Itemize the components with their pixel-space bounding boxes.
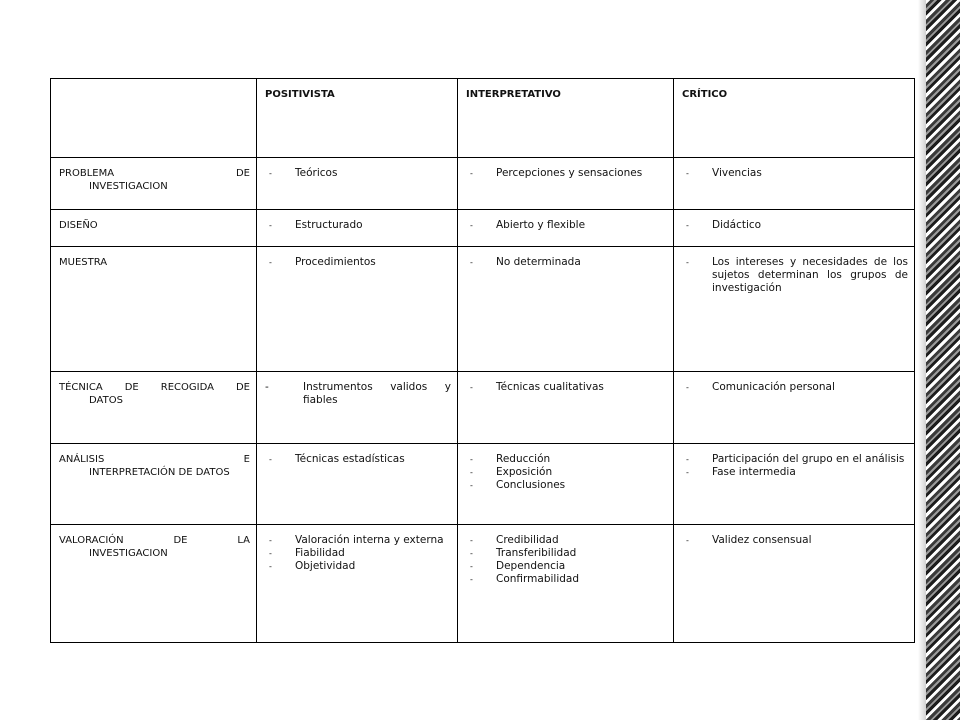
list-item: - Confirmabilidad — [466, 573, 667, 586]
row-header-line1: DISEÑO — [59, 220, 98, 231]
cell-interpretativo — [458, 210, 674, 247]
row-header — [51, 444, 257, 525]
edge-shadow — [918, 0, 926, 720]
row-header-line1: MUESTRA — [59, 257, 108, 268]
table-row — [51, 210, 915, 247]
cell-interpretativo — [458, 247, 674, 372]
row-header-line1: VALORACIÓN DE LA — [59, 535, 250, 546]
table-row — [51, 444, 915, 525]
cell-positivista — [257, 372, 458, 444]
row-header-line1: ANÁLISIS E — [59, 454, 250, 465]
table-row — [51, 525, 915, 643]
cell-interpretativo — [458, 444, 674, 525]
list-item: - Credibilidad — [466, 534, 667, 547]
row-header-line1: PROBLEMA DE — [59, 168, 250, 179]
list-item: - Objetividad — [265, 560, 451, 573]
list-item: - Instrumentos validos y fiables — [265, 381, 451, 407]
list-item: - No determinada — [466, 256, 667, 269]
row-header-line2: DATOS — [89, 395, 123, 406]
list-item: - Exposición — [466, 466, 667, 479]
list-item: - Reducción — [466, 453, 667, 466]
cell-critico — [674, 525, 915, 643]
cell-positivista — [257, 247, 458, 372]
cell-critico — [674, 372, 915, 444]
cell-positivista — [257, 525, 458, 643]
decorative-border — [926, 0, 960, 720]
table-row — [51, 247, 915, 372]
list-item: - Dependencia — [466, 560, 667, 573]
cell-interpretativo — [458, 525, 674, 643]
comparison-table — [50, 78, 915, 643]
row-header — [51, 158, 257, 210]
header-critico: CRÍTICO — [674, 79, 915, 158]
header-corner-cell — [51, 79, 257, 158]
cell-critico — [674, 444, 915, 525]
row-header — [51, 210, 257, 247]
header-positivista: POSITIVISTA — [257, 79, 458, 158]
list-item: - Percepciones y sensaciones — [466, 167, 667, 180]
row-header — [51, 372, 257, 444]
list-item: - Comunicación personal — [682, 381, 908, 394]
cell-positivista — [257, 210, 458, 247]
list-item: - Transferibilidad — [466, 547, 667, 560]
list-item: - Participación del grupo en el análisis — [682, 453, 908, 466]
cell-critico — [674, 247, 915, 372]
list-item: - Los intereses y necesidades de los sujetos determinan los grupos de investigación — [682, 256, 908, 295]
list-item: - Conclusiones — [466, 479, 667, 492]
row-header-line1: TÉCNICA DE RECOGIDA DE — [59, 382, 250, 393]
cell-critico — [674, 210, 915, 247]
list-item: - Validez consensual — [682, 534, 908, 547]
list-item: - Fiabilidad — [265, 547, 451, 560]
row-header-line2: INVESTIGACION — [89, 181, 168, 192]
list-item: - Abierto y flexible — [466, 219, 667, 232]
header-interpretativo: INTERPRETATIVO — [458, 79, 674, 158]
cell-interpretativo — [458, 372, 674, 444]
list-item: - Vivencias — [682, 167, 908, 180]
list-item: - Técnicas cualitativas — [466, 381, 667, 394]
header-row — [51, 79, 915, 158]
row-header-line2: INTERPRETACIÓN DE DATOS — [89, 467, 230, 478]
list-item: - Fase intermedia — [682, 466, 908, 479]
table-row — [51, 372, 915, 444]
list-item: - Teóricos — [265, 167, 451, 180]
list-item: - Estructurado — [265, 219, 451, 232]
list-item: - Procedimientos — [265, 256, 451, 269]
cell-positivista — [257, 444, 458, 525]
cell-critico — [674, 158, 915, 210]
cell-interpretativo — [458, 158, 674, 210]
list-item: - Técnicas estadísticas — [265, 453, 451, 466]
row-header-line2: INVESTIGACION — [89, 548, 168, 559]
list-item: - Didáctico — [682, 219, 908, 232]
list-item: - Valoración interna y externa — [265, 534, 451, 547]
cell-positivista — [257, 158, 458, 210]
table-row — [51, 158, 915, 210]
row-header — [51, 525, 257, 643]
row-header — [51, 247, 257, 372]
